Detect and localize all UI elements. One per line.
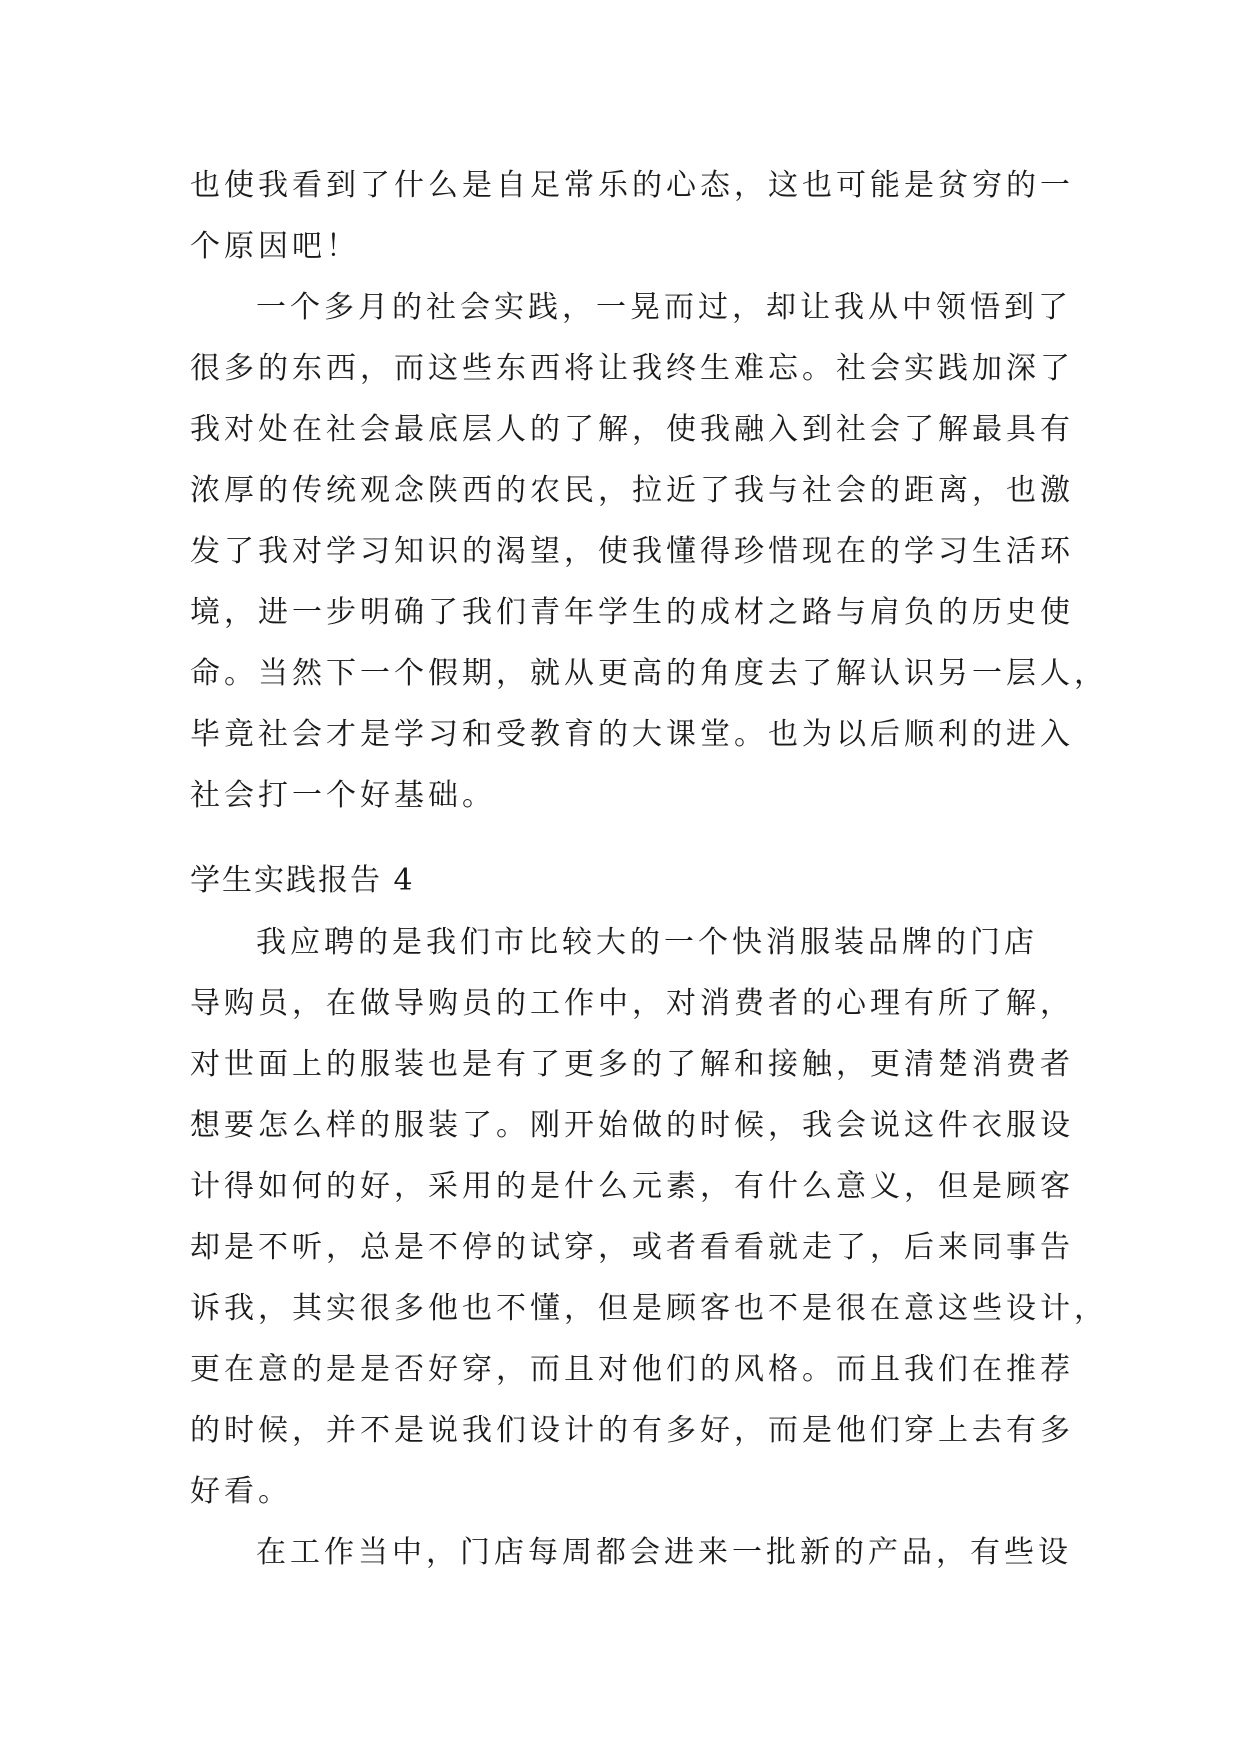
text-line: 个原因吧！ <box>190 229 360 264</box>
text-line: 社会打一个好基础。 <box>190 778 496 813</box>
text-line: 也使我看到了什么是自足常乐的心态，这也可能是贫穷的一 <box>190 168 1074 203</box>
text-line: 浓厚的传统观念陕西的农民，拉近了我与社会的距离，也激 <box>190 473 1074 508</box>
text-line: 的时候，并不是说我们设计的有多好，而是他们穿上去有多 <box>190 1413 1074 1448</box>
section-heading: 学生实践报告 4 <box>190 863 415 898</box>
text-line: 更在意的是是否好穿，而且对他们的风格。而且我们在推荐 <box>190 1352 1074 1387</box>
text-line: 计得如何的好，采用的是什么元素，有什么意义，但是顾客 <box>190 1169 1074 1204</box>
text-line: 却是不听，总是不停的试穿，或者看看就走了，后来同事告 <box>190 1230 1074 1265</box>
text-line: 在工作当中，门店每周都会进来一批新的产品，有些设 <box>256 1535 1072 1570</box>
text-line: 对世面上的服装也是有了更多的了解和接触，更清楚消费者 <box>190 1047 1074 1082</box>
text-line: 我应聘的是我们市比较大的一个快消服装品牌的门店 <box>256 925 1038 960</box>
text-line: 导购员，在做导购员的工作中，对消费者的心理有所了解， <box>190 986 1074 1021</box>
text-line: 命。当然下一个假期，就从更高的角度去了解认识另一层人， <box>190 656 1108 691</box>
text-line: 想要怎么样的服装了。刚开始做的时候，我会说这件衣服设 <box>190 1108 1074 1143</box>
text-line: 我对处在社会最底层人的了解，使我融入到社会了解最具有 <box>190 412 1074 447</box>
text-line: 很多的东西，而这些东西将让我终生难忘。社会实践加深了 <box>190 351 1074 386</box>
text-line: 毕竟社会才是学习和受教育的大课堂。也为以后顺利的进入 <box>190 717 1074 752</box>
text-line: 诉我，其实很多他也不懂，但是顾客也不是很在意这些设计， <box>190 1291 1108 1326</box>
paragraph-block-1 <box>190 155 1108 826</box>
text-line: 一个多月的社会实践，一晃而过，却让我从中领悟到了 <box>256 290 1072 325</box>
text-line: 发了我对学习知识的渴望，使我懂得珍惜现在的学习生活环 <box>190 534 1074 569</box>
text-line: 好看。 <box>190 1474 292 1509</box>
text-line: 境，进一步明确了我们青年学生的成材之路与肩负的历史使 <box>190 595 1074 630</box>
paragraph-block-2 <box>190 850 1108 1583</box>
